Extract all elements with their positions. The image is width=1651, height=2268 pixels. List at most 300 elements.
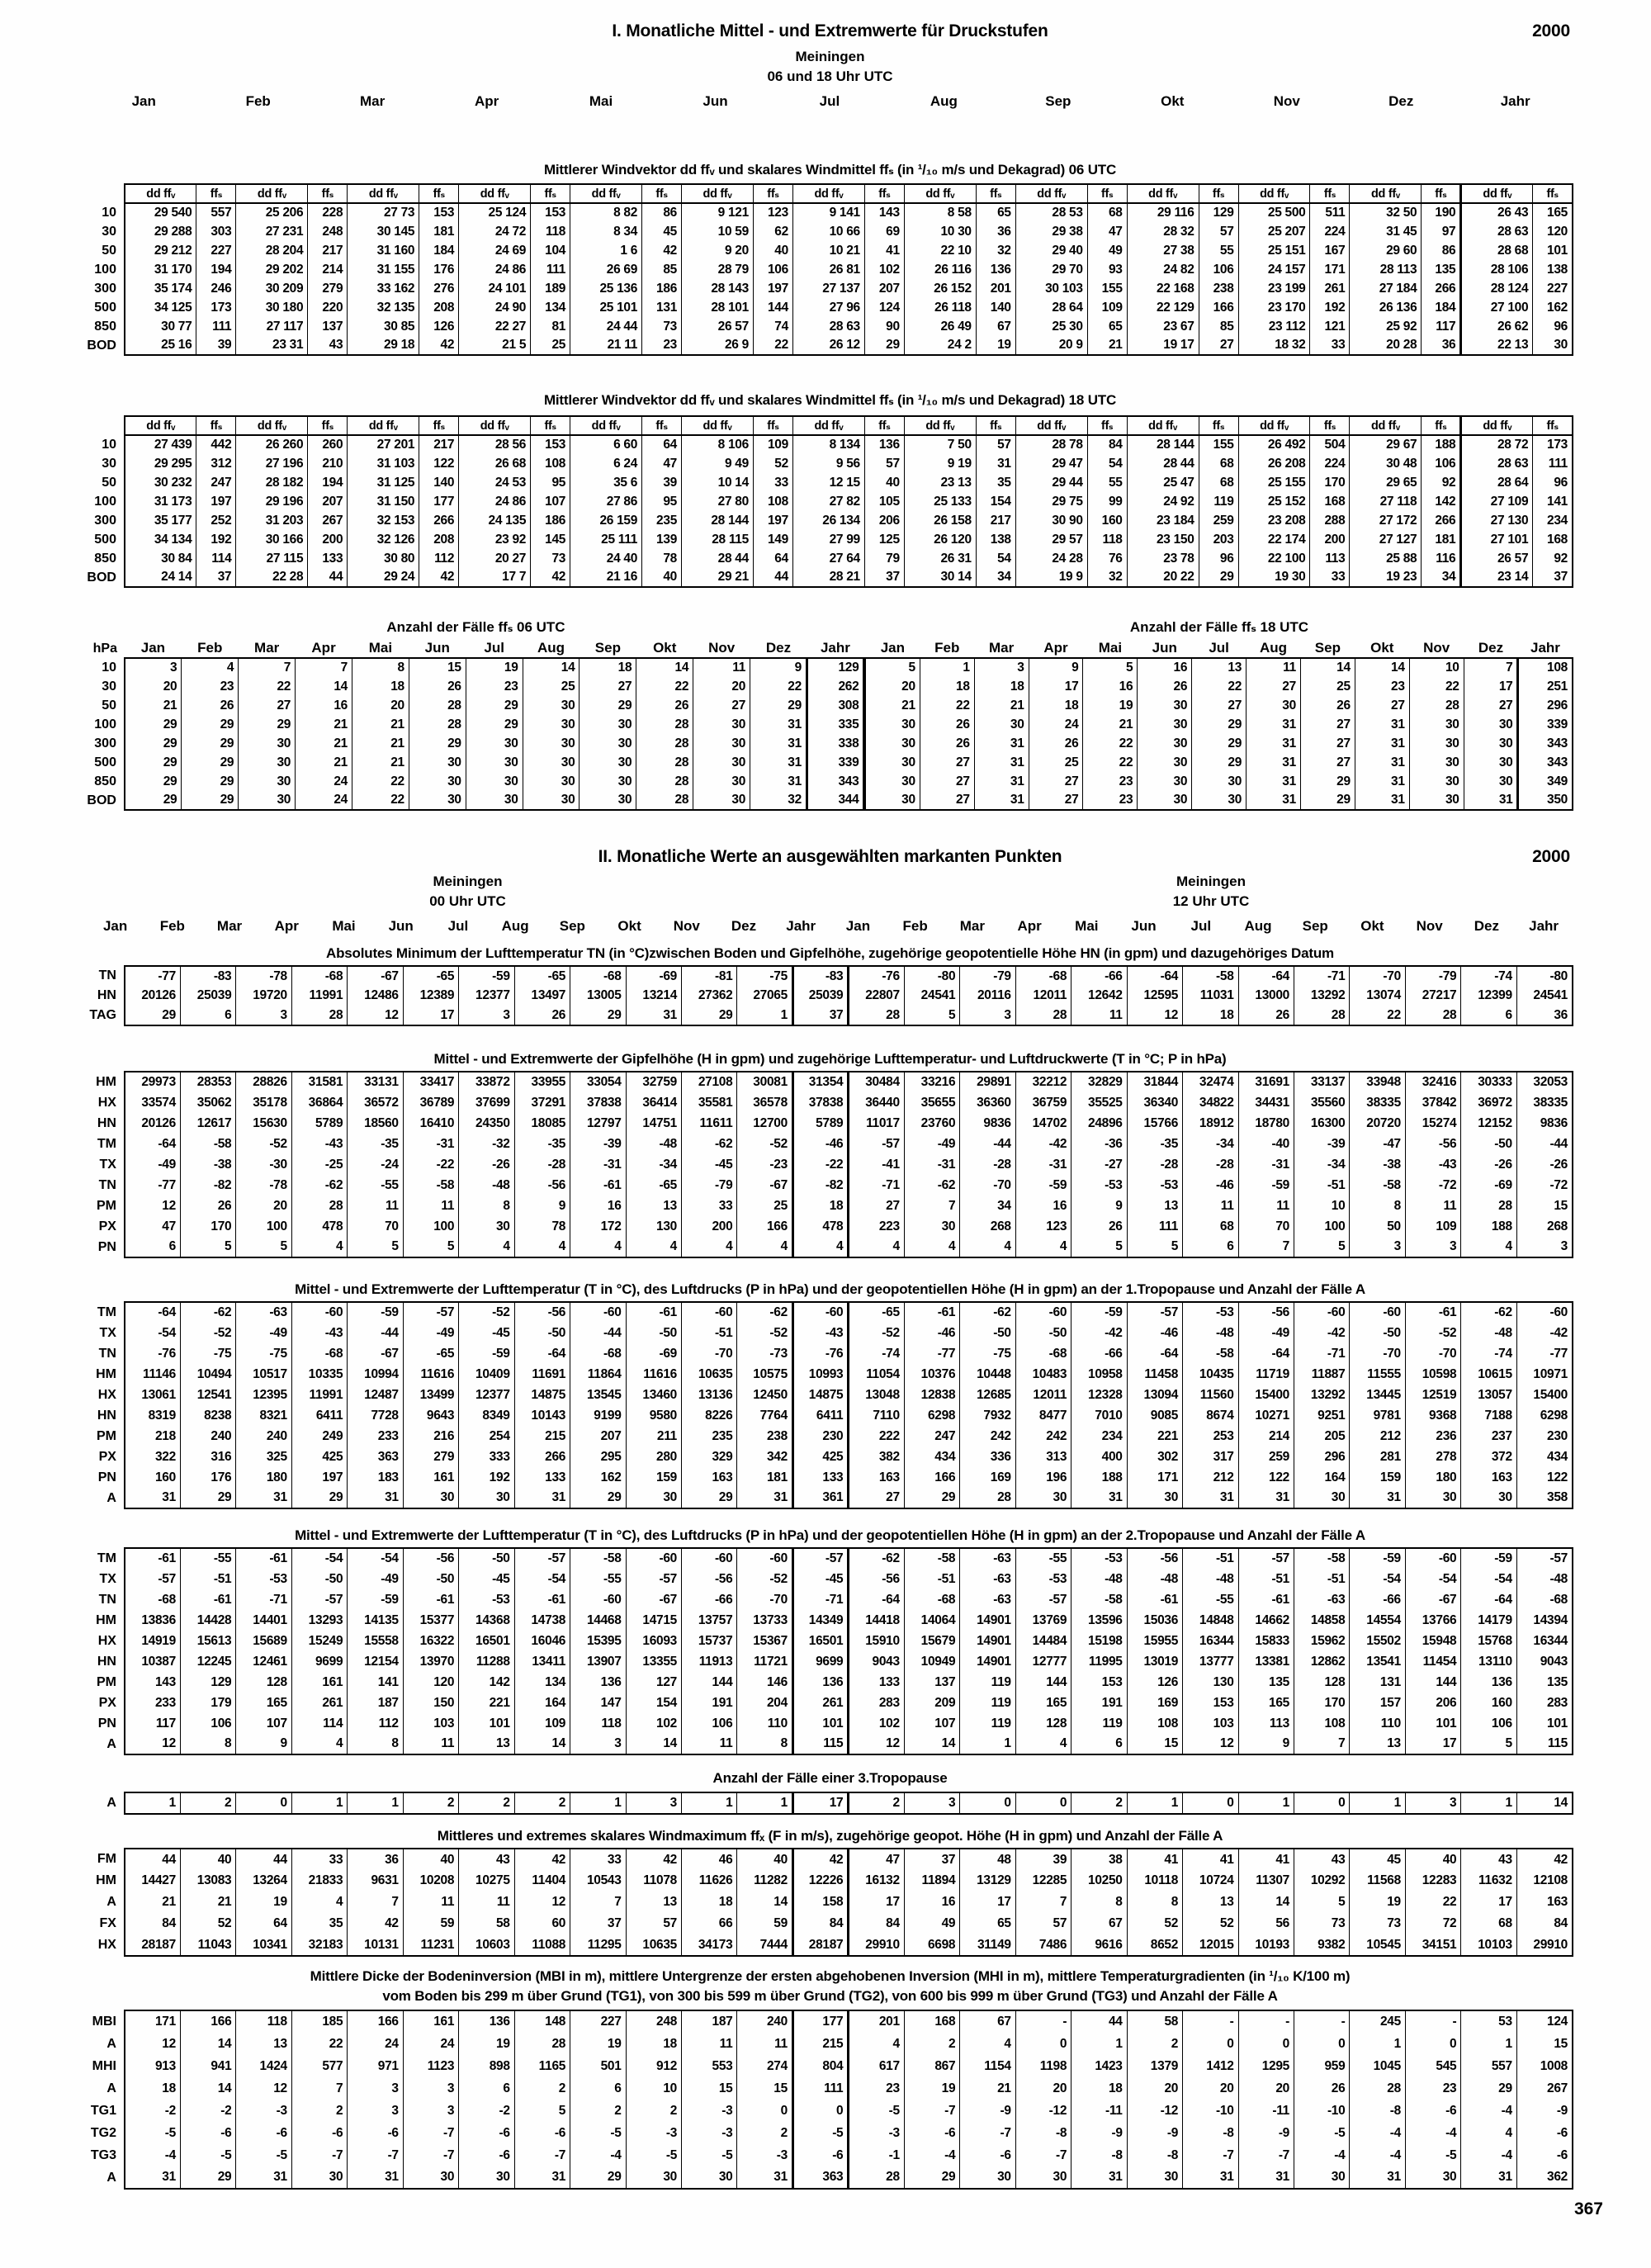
- data-cell: 9836: [1516, 1113, 1573, 1134]
- data-cell: 15: [409, 658, 466, 677]
- data-cell: 30: [1464, 734, 1518, 753]
- data-cell: 169: [960, 1467, 1015, 1488]
- data-cell: 29: [125, 715, 182, 734]
- data-cell: 9836: [960, 1113, 1015, 1134]
- data-cell: 6: [459, 2077, 514, 2100]
- row-label: 30: [102, 679, 116, 694]
- data-cell: 55: [1087, 473, 1127, 492]
- column-header: dd ffᵥ: [682, 416, 754, 435]
- data-cell: -46: [904, 1323, 959, 1343]
- data-cell: -61: [904, 1302, 959, 1323]
- month-label: Jahr: [1500, 92, 1530, 109]
- data-cell: 35525: [1071, 1092, 1127, 1113]
- data-cell: 21: [296, 715, 352, 734]
- data-cell: 425: [291, 1447, 347, 1467]
- data-cell: 118: [1087, 530, 1127, 549]
- data-cell: 28 64: [1015, 298, 1087, 317]
- data-cell: 166: [1199, 298, 1238, 317]
- data-cell: 14662: [1238, 1610, 1294, 1631]
- month-label: Jahr: [786, 917, 816, 934]
- data-cell: 127: [626, 1672, 681, 1693]
- data-cell: -39: [1294, 1134, 1349, 1154]
- row-label: MHI: [92, 2058, 116, 2073]
- column-header: ffₛ: [1310, 184, 1350, 203]
- data-cell: 268: [1516, 1216, 1573, 1237]
- table-row: [87, 492, 1573, 511]
- data-cell: 28: [849, 1006, 904, 1025]
- data-cell: 27 80: [682, 492, 754, 511]
- data-cell: 25 136: [570, 279, 642, 298]
- data-cell: 25 88: [1350, 549, 1422, 568]
- data-cell: 163: [1461, 1467, 1516, 1488]
- data-cell: -57: [514, 1548, 570, 1569]
- data-cell: 9368: [1405, 1405, 1460, 1426]
- data-cell: 24 86: [459, 260, 531, 279]
- data-cell: 31 45: [1350, 222, 1422, 241]
- data-cell: 10 21: [792, 241, 864, 260]
- months-row: [87, 916, 1573, 935]
- data-cell: 30: [682, 2166, 737, 2189]
- data-cell: 261: [792, 1693, 848, 1713]
- data-cell: 183: [348, 1467, 403, 1488]
- month-label: Jul: [1209, 640, 1229, 656]
- data-cell: 28 144: [1127, 435, 1199, 454]
- data-cell: 204: [737, 1693, 792, 1713]
- data-cell: -48: [626, 1134, 681, 1154]
- data-cell: 266: [1422, 279, 1461, 298]
- data-cell: 10635: [626, 1934, 681, 1956]
- data-cell: 40: [737, 1849, 792, 1870]
- t2-grid: [87, 1071, 1573, 1258]
- column-header: dd ffᵥ: [459, 416, 531, 435]
- data-cell: 141: [348, 1672, 403, 1693]
- data-cell: 181: [1422, 530, 1461, 549]
- data-cell: 233: [125, 1693, 180, 1713]
- data-cell: 217: [308, 241, 348, 260]
- data-cell: -53: [1071, 1175, 1127, 1196]
- data-cell: 23 78: [1127, 549, 1199, 568]
- data-cell: -70: [1350, 1343, 1405, 1364]
- data-cell: 20: [693, 677, 750, 696]
- data-cell: 16132: [849, 1870, 904, 1892]
- data-cell: 30: [1405, 1488, 1460, 1508]
- table-row: [87, 1092, 1573, 1113]
- data-cell: 11231: [403, 1934, 458, 1956]
- data-cell: 23: [1355, 677, 1409, 696]
- data-cell: 32 50: [1350, 203, 1422, 222]
- data-cell: 11: [682, 2033, 737, 2055]
- data-cell: 22807: [849, 986, 904, 1006]
- data-cell: 30: [1464, 772, 1518, 791]
- data-cell: 16: [1015, 1196, 1071, 1216]
- data-cell: 8477: [1015, 1405, 1071, 1426]
- data-cell: -58: [403, 1175, 458, 1196]
- data-cell: -70: [1350, 966, 1405, 986]
- data-cell: 12: [849, 1734, 904, 1754]
- station-12: [849, 874, 1573, 910]
- table-row: [87, 2055, 1573, 2077]
- data-cell: 124: [864, 298, 904, 317]
- data-cell: 11719: [1238, 1364, 1294, 1385]
- data-cell: 31: [236, 2166, 291, 2189]
- data-cell: -28: [1127, 1154, 1182, 1175]
- table-row: [87, 241, 1573, 260]
- row-label: A: [106, 1796, 116, 1810]
- data-cell: 161: [403, 2010, 458, 2033]
- data-cell: 123: [753, 203, 792, 222]
- data-cell: 6: [1183, 1237, 1238, 1257]
- data-cell: 30: [693, 715, 750, 734]
- data-cell: -63: [960, 1589, 1015, 1610]
- data-cell: 36789: [403, 1092, 458, 1113]
- data-cell: 14: [626, 1734, 681, 1754]
- data-cell: 28 64: [1461, 473, 1533, 492]
- data-cell: 16344: [1516, 1631, 1573, 1651]
- data-cell: 120: [403, 1672, 458, 1693]
- data-cell: 15: [1516, 1196, 1573, 1216]
- data-cell: 47: [1087, 222, 1127, 241]
- data-cell: 279: [403, 1447, 458, 1467]
- data-cell: 4: [459, 1237, 514, 1257]
- data-cell: 11: [737, 2033, 792, 2055]
- data-cell: 8652: [1127, 1934, 1182, 1956]
- data-cell: 1: [125, 1792, 180, 1814]
- month-label: Jahr: [820, 640, 850, 656]
- data-cell: 36972: [1461, 1092, 1516, 1113]
- data-cell: -77: [125, 1175, 180, 1196]
- data-cell: 59: [737, 1913, 792, 1934]
- data-cell: 30: [1138, 791, 1192, 810]
- data-cell: 10193: [1238, 1934, 1294, 1956]
- data-cell: 30 80: [348, 549, 419, 568]
- data-cell: 224: [1310, 454, 1350, 473]
- data-cell: 37291: [514, 1092, 570, 1113]
- data-cell: -67: [1405, 1589, 1460, 1610]
- data-cell: 11295: [570, 1934, 626, 1956]
- data-cell: 228: [308, 203, 348, 222]
- data-cell: 362: [1516, 2166, 1573, 2189]
- data-cell: 26: [1138, 677, 1192, 696]
- data-cell: 24 92: [1127, 492, 1199, 511]
- data-cell: -8: [1127, 2144, 1182, 2166]
- data-cell: 13497: [514, 986, 570, 1006]
- data-cell: 29 288: [125, 222, 196, 241]
- month-label: Nov: [673, 917, 700, 934]
- table-row: [87, 1196, 1573, 1216]
- t7: [87, 2010, 1573, 2190]
- data-cell: 15766: [1127, 1113, 1182, 1134]
- data-cell: 6: [1071, 1734, 1127, 1754]
- data-cell: 0: [1405, 2033, 1460, 2055]
- data-cell: 268: [960, 1216, 1015, 1237]
- data-cell: -8: [1015, 2122, 1071, 2144]
- section2-header: [87, 847, 1573, 867]
- data-cell: 37: [904, 1849, 959, 1870]
- data-cell: 126: [1127, 1672, 1182, 1693]
- table-row: [87, 2144, 1573, 2166]
- data-cell: 12450: [737, 1385, 792, 1405]
- data-cell: -68: [570, 1343, 626, 1364]
- data-cell: -71: [792, 1589, 848, 1610]
- data-cell: 4: [849, 2033, 904, 2055]
- data-cell: 9 121: [682, 203, 754, 222]
- data-cell: 116: [1422, 549, 1461, 568]
- data-cell: 187: [348, 1693, 403, 1713]
- data-cell: 15948: [1405, 1631, 1460, 1651]
- data-cell: 959: [1294, 2055, 1350, 2077]
- data-cell: 22 28: [236, 568, 308, 587]
- data-cell: 85: [642, 260, 682, 279]
- data-cell: 12685: [960, 1385, 1015, 1405]
- data-cell: 1: [1461, 1792, 1516, 1814]
- data-cell: 24 90: [459, 298, 531, 317]
- data-cell: 3: [626, 1792, 681, 1814]
- data-cell: 35560: [1294, 1092, 1349, 1113]
- data-cell: 329: [682, 1447, 737, 1467]
- data-cell: 11: [459, 1892, 514, 1913]
- data-cell: 10993: [792, 1364, 848, 1385]
- data-cell: 28187: [125, 1934, 180, 1956]
- data-cell: -50: [1015, 1323, 1071, 1343]
- data-cell: 31: [1238, 2166, 1294, 2189]
- data-cell: 13083: [180, 1870, 235, 1892]
- data-cell: -82: [180, 1175, 235, 1196]
- data-cell: 11568: [1350, 1870, 1405, 1892]
- table-row: [87, 454, 1573, 473]
- corner-cell: [87, 416, 125, 435]
- data-cell: 58: [459, 1913, 514, 1934]
- data-cell: 30: [459, 2166, 514, 2189]
- data-cell: 121: [1310, 317, 1350, 336]
- column-header: ffₛ: [1310, 416, 1350, 435]
- data-cell: 10615: [1461, 1364, 1516, 1385]
- table-body: [87, 966, 1573, 1025]
- data-cell: 7728: [348, 1405, 403, 1426]
- data-cell: 248: [308, 222, 348, 241]
- data-cell: 168: [904, 2010, 959, 2033]
- data-cell: 205: [1294, 1426, 1349, 1447]
- data-cell: -62: [1461, 1302, 1516, 1323]
- data-cell: 42: [419, 336, 459, 355]
- data-cell: 196: [1015, 1467, 1071, 1488]
- data-cell: 23 170: [1238, 298, 1310, 317]
- data-cell: 189: [531, 279, 570, 298]
- data-cell: -25: [291, 1154, 347, 1175]
- data-cell: 16: [570, 1196, 626, 1216]
- data-cell: 1: [1350, 1792, 1405, 1814]
- data-cell: -50: [291, 1569, 347, 1589]
- data-cell: 21: [974, 696, 1029, 715]
- data-cell: 1: [570, 1792, 626, 1814]
- row-label: 300: [94, 736, 116, 750]
- data-cell: 7: [904, 1196, 959, 1216]
- data-cell: 30 85: [348, 317, 419, 336]
- data-cell: 25 124: [459, 203, 531, 222]
- data-cell: 28: [636, 734, 693, 753]
- data-cell: 1: [1350, 2033, 1405, 2055]
- data-cell: 13: [1350, 1734, 1405, 1754]
- data-cell: 1: [1238, 1792, 1294, 1814]
- data-cell: 30 84: [125, 549, 196, 568]
- data-cell: 161: [403, 1467, 458, 1488]
- data-cell: 42: [792, 1849, 848, 1870]
- data-cell: -5: [125, 2122, 180, 2144]
- month-label: Apr: [1017, 917, 1042, 934]
- row-label: 100: [94, 717, 116, 732]
- data-cell: 3: [1516, 1237, 1573, 1257]
- data-cell: 28: [291, 1006, 347, 1025]
- data-cell: 13094: [1127, 1385, 1182, 1405]
- data-cell: 511: [1310, 203, 1350, 222]
- data-cell: 1423: [1071, 2055, 1127, 2077]
- data-cell: 37: [792, 1006, 848, 1025]
- data-cell: 30: [1192, 791, 1247, 810]
- data-cell: 234: [1071, 1426, 1127, 1447]
- data-cell: 102: [864, 260, 904, 279]
- data-cell: 119: [1199, 492, 1238, 511]
- data-cell: 26 9: [682, 336, 754, 355]
- data-cell: 29910: [1516, 1934, 1573, 1956]
- data-cell: 28 143: [682, 279, 754, 298]
- data-cell: 36572: [348, 1092, 403, 1113]
- month-label: Jahr: [1529, 917, 1559, 934]
- column-header: dd ffᵥ: [682, 184, 754, 203]
- data-cell: 7 50: [904, 435, 976, 454]
- data-cell: 227: [570, 2010, 626, 2033]
- data-cell: 2: [514, 2077, 570, 2100]
- table-head: [87, 639, 863, 658]
- data-cell: -62: [291, 1175, 347, 1196]
- data-cell: 27: [1464, 696, 1518, 715]
- data-cell: 19: [570, 2033, 626, 2055]
- data-cell: 223: [849, 1216, 904, 1237]
- data-cell: -67: [626, 1589, 681, 1610]
- data-cell: 3: [1350, 1237, 1405, 1257]
- data-cell: 180: [236, 1467, 291, 1488]
- data-cell: 30: [1138, 715, 1192, 734]
- data-cell: 40: [180, 1849, 235, 1870]
- row-label: A: [106, 2170, 116, 2185]
- data-cell: 0: [1183, 2033, 1238, 2055]
- data-cell: -65: [403, 966, 458, 986]
- data-cell: -7: [403, 2144, 458, 2166]
- data-cell: 35: [291, 1913, 347, 1934]
- row-label: HN: [97, 1115, 116, 1130]
- data-cell: 14: [523, 658, 580, 677]
- data-cell: 105: [864, 492, 904, 511]
- data-cell: 28 182: [236, 473, 308, 492]
- data-cell: 11995: [1071, 1651, 1127, 1672]
- data-cell: 44: [1071, 2010, 1127, 2033]
- t5-grid: [87, 1792, 1573, 1815]
- data-cell: 30: [1409, 734, 1464, 753]
- data-cell: 617: [849, 2055, 904, 2077]
- data-cell: 114: [291, 1713, 347, 1734]
- data-cell: 165: [1238, 1693, 1294, 1713]
- data-cell: 21: [180, 1892, 235, 1913]
- data-cell: -65: [849, 1302, 904, 1323]
- data-cell: 27: [920, 791, 974, 810]
- table-row: [87, 1849, 1573, 1870]
- data-cell: 70: [1238, 1216, 1294, 1237]
- data-cell: -31: [570, 1154, 626, 1175]
- data-cell: 115: [792, 1734, 848, 1754]
- data-cell: 23: [1083, 772, 1138, 791]
- page-number: 367: [1573, 2199, 1603, 2218]
- data-cell: 262: [807, 677, 863, 696]
- data-cell: 168: [1533, 530, 1573, 549]
- data-cell: 207: [308, 492, 348, 511]
- section1-station: Meiningen: [795, 49, 865, 64]
- data-cell: 72: [1405, 1913, 1460, 1934]
- data-cell: 17: [792, 1792, 848, 1814]
- data-cell: 266: [1422, 511, 1461, 530]
- data-cell: 32 153: [348, 511, 419, 530]
- table-row: [865, 715, 1573, 734]
- data-cell: -61: [570, 1175, 626, 1196]
- data-cell: -3: [626, 2122, 681, 2144]
- data-cell: 30: [1294, 2166, 1350, 2189]
- data-cell: 4: [1461, 2122, 1516, 2144]
- row-label: HM: [96, 1074, 116, 1089]
- data-cell: 12226: [792, 1870, 848, 1892]
- data-cell: -9: [1127, 2122, 1182, 2144]
- data-cell: 27 201: [348, 435, 419, 454]
- data-cell: 137: [308, 317, 348, 336]
- data-cell: 136: [792, 1672, 848, 1693]
- data-cell: -2: [459, 2100, 514, 2122]
- data-cell: 137: [904, 1672, 959, 1693]
- data-cell: 358: [1516, 1488, 1573, 1508]
- data-cell: 200: [682, 1216, 737, 1237]
- section1-header: [87, 21, 1573, 41]
- data-cell: 28 204: [236, 241, 308, 260]
- data-cell: -52: [1405, 1323, 1460, 1343]
- data-cell: 117: [125, 1713, 180, 1734]
- data-cell: 30: [1192, 772, 1247, 791]
- month-label: Sep: [594, 640, 621, 656]
- data-cell: 21: [865, 696, 920, 715]
- t5-title: Anzahl der Fälle einer 3.Tropopause: [712, 1770, 948, 1786]
- data-cell: 11611: [682, 1113, 737, 1134]
- section2-year: 2000: [1532, 847, 1570, 866]
- data-cell: -11: [1238, 2100, 1294, 2122]
- data-cell: 20126: [125, 1113, 180, 1134]
- data-cell: 28 124: [1461, 279, 1533, 298]
- data-cell: 3: [960, 1006, 1015, 1025]
- table-body: [87, 416, 1573, 587]
- data-cell: 140: [976, 298, 1015, 317]
- data-cell: 27: [1247, 677, 1301, 696]
- data-cell: 31: [976, 454, 1015, 473]
- month-label: Jul: [1190, 917, 1212, 934]
- table-row: [87, 2100, 1573, 2122]
- column-header: dd ffᵥ: [236, 416, 308, 435]
- data-cell: 0: [1238, 2033, 1294, 2055]
- data-cell: -60: [1015, 1302, 1071, 1323]
- column-header: dd ffᵥ: [459, 184, 531, 203]
- data-cell: 15400: [1516, 1385, 1573, 1405]
- data-cell: 118: [570, 1713, 626, 1734]
- data-cell: 24 69: [459, 241, 531, 260]
- data-cell: 29 65: [1350, 473, 1422, 492]
- data-cell: 28 63: [1461, 454, 1533, 473]
- data-cell: 55: [1199, 241, 1238, 260]
- data-cell: 29 70: [1015, 260, 1087, 279]
- data-cell: -64: [1238, 966, 1294, 986]
- data-cell: -64: [125, 1302, 180, 1323]
- data-cell: 28 63: [1461, 222, 1533, 241]
